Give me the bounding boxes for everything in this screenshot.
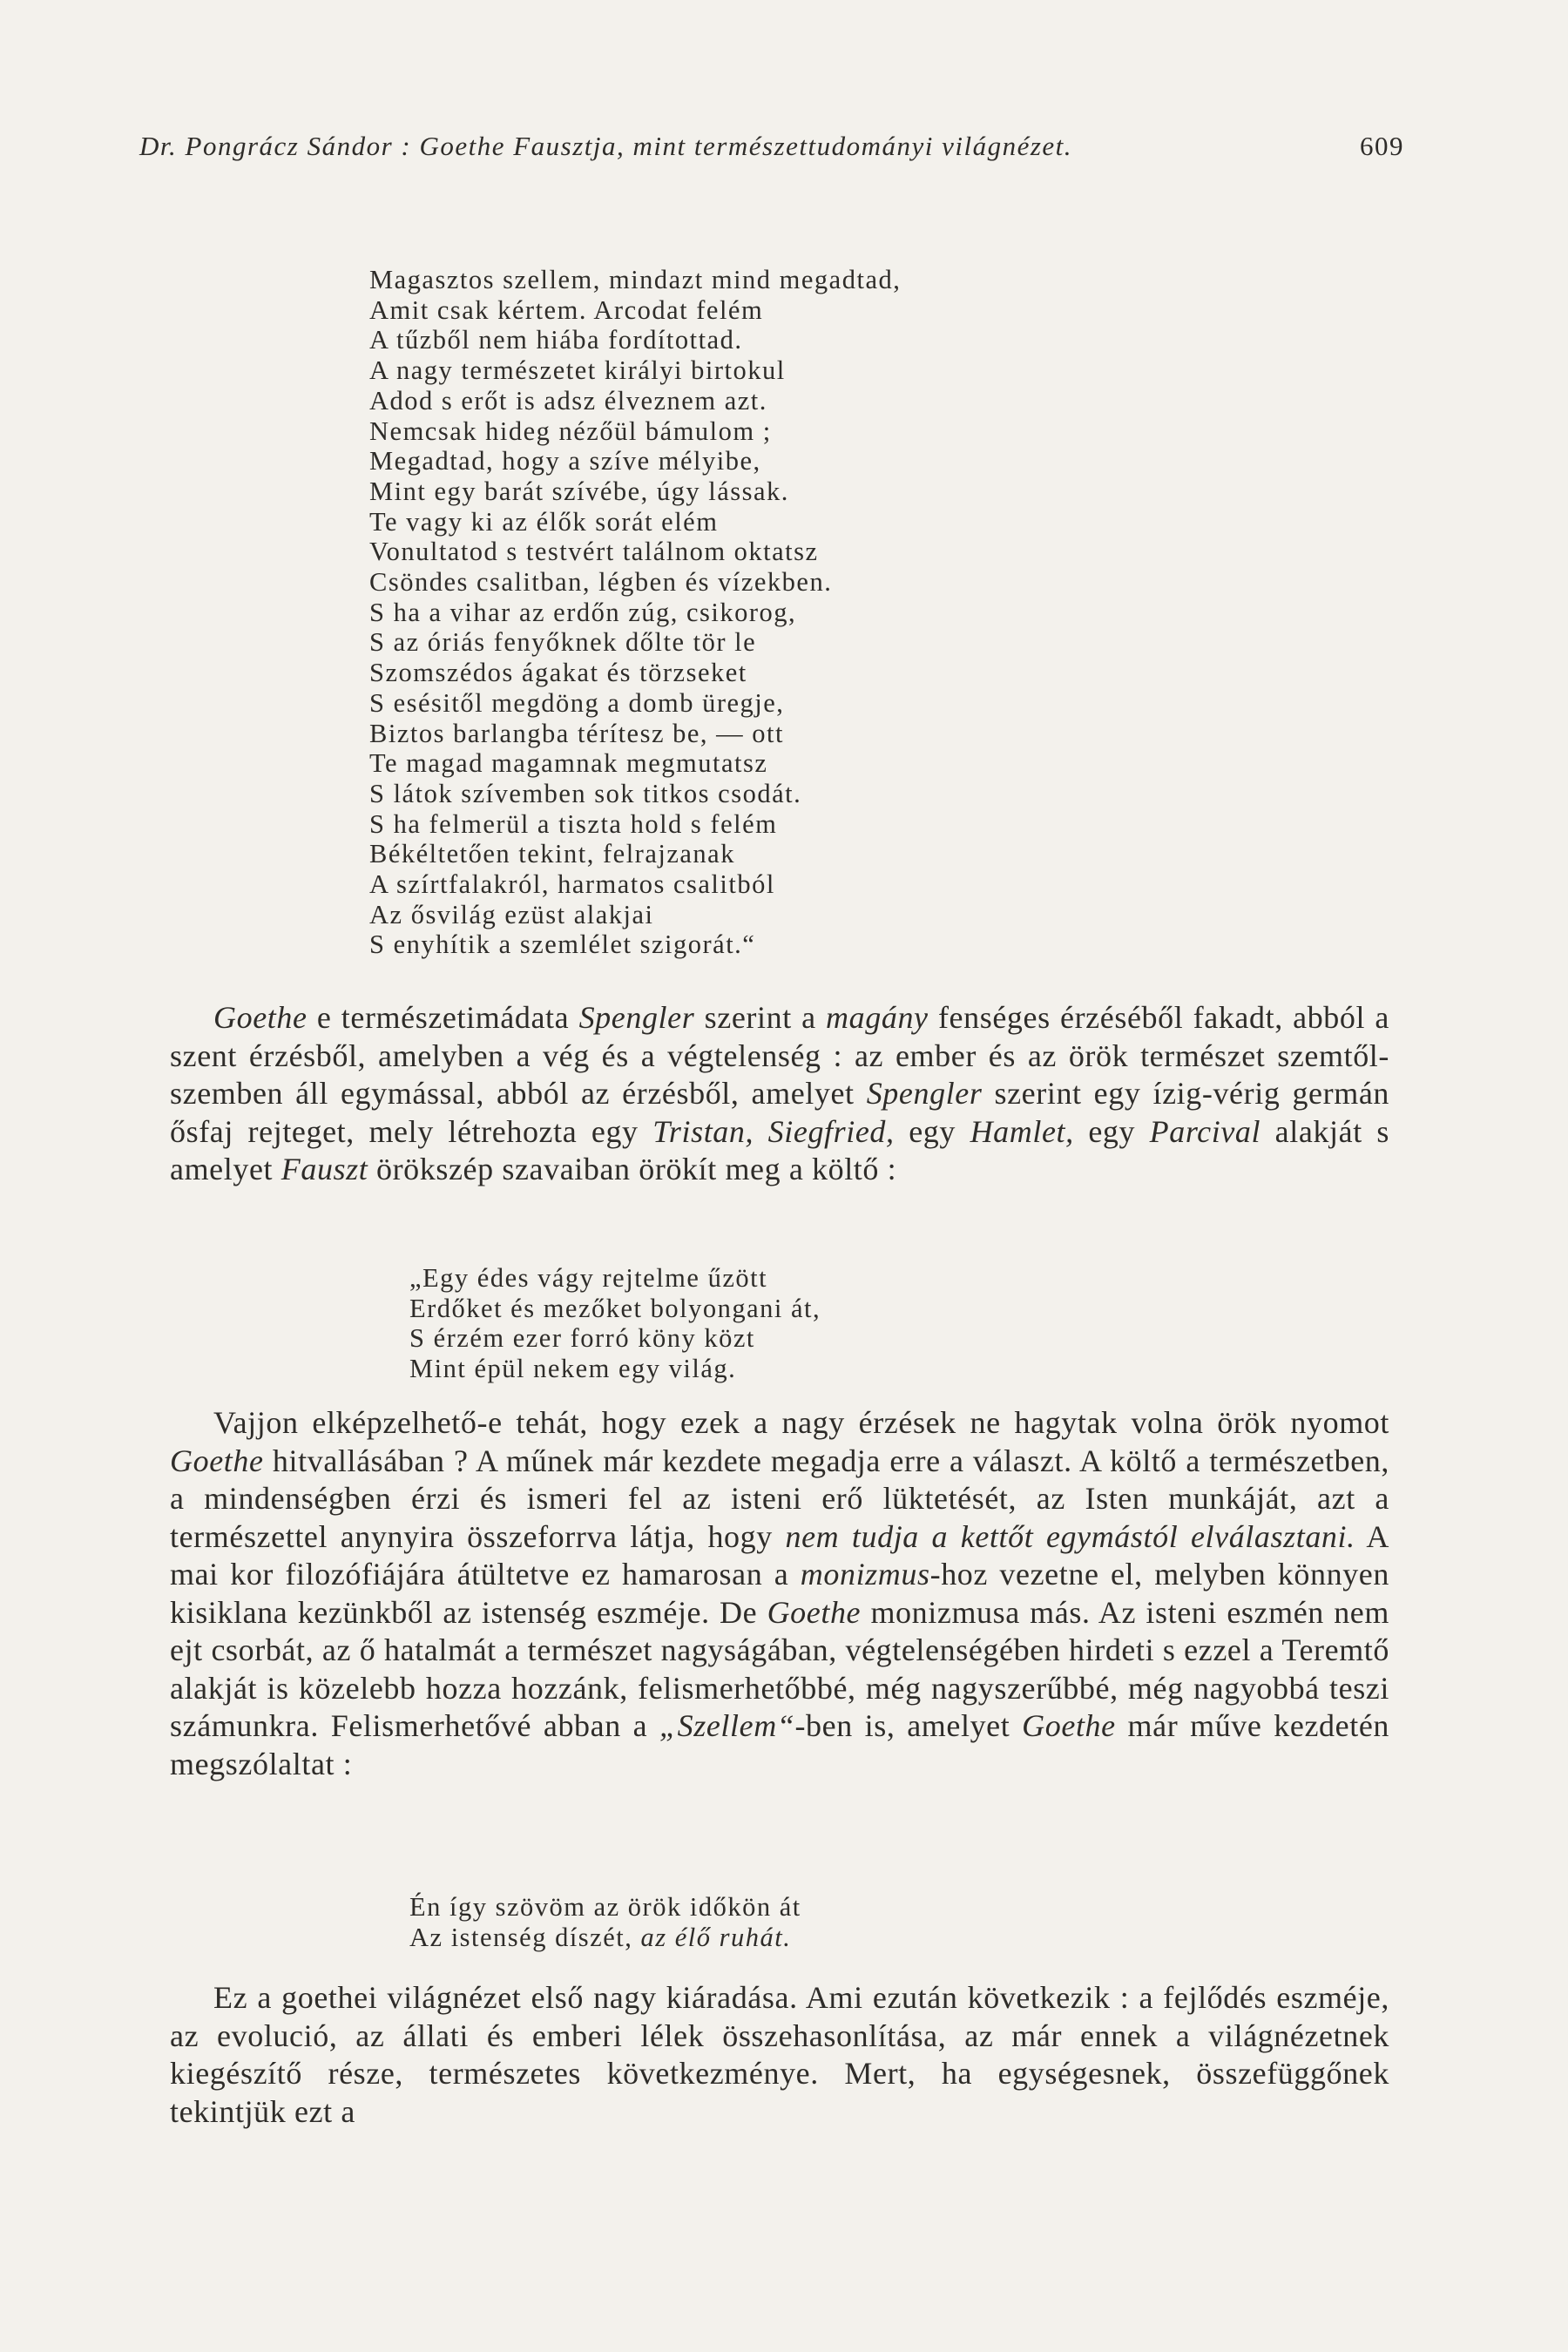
poem-line: „Egy édes vágy rejtelme űzött (409, 1263, 768, 1293)
poem-line: Te vagy ki az élők sorát elém (369, 506, 719, 537)
name-goethe: Goethe (1022, 1708, 1116, 1743)
name-goethe: Goethe (213, 1000, 308, 1035)
poem-line: Te magad magamnak megmutatsz (369, 748, 768, 779)
poem-line: S ha a vihar az erdőn zúg, csikorog, (369, 597, 797, 627)
text-run: alakját s amelyet (170, 1113, 1389, 1186)
paragraph-vilagnezet (170, 1979, 1389, 2131)
term-szellem: „Szellem“ (659, 1708, 795, 1743)
text-run: hitvallásában ? A műnek már kezdete megadja erre a választ. A költő a természetben, a mindenségben érzi és ismeri fel az isteni erő lüktetését, az Isten munkáját, azt a természettel anynyira összeforrva látja, hogy (170, 1443, 1389, 1554)
name-goethe: Goethe (170, 1443, 264, 1478)
running-head-title: Dr. Pongrácz Sándor : Goethe Fausztja, mint természettudományi világnézet. (139, 131, 1073, 161)
poem-line: A szírtfalakról, harmatos csalitból (369, 869, 775, 900)
poem-line: Vonultatod s testvért találnom oktatsz (369, 537, 819, 567)
poem-line: Megadtad, hogy a szíve mélyibe, (369, 446, 761, 476)
text-run: fenséges érzéséből fakadt, abból a szent érzésből, amelyben a vég és a végtelenség : az ember és az örök természet szemtől-szemben áll egymással, abból az érzésből, amelyet (170, 1000, 1389, 1111)
paragraph-text: Ez a goethei világnézet első nagy kiáradása. Ami ezután következik : a fejlődés eszméje, az evolució, az állati és emberi lélek összehasonlítása, az már ennek a világnézetnek kiegészítő része, természetes következménye. Mert, ha egységesnek, összefüggőnek tekintjük ezt a (170, 1980, 1389, 2129)
emphasis-magany: magány (826, 1000, 929, 1035)
poem-line: Csöndes csalitban, légben és vízekben. (369, 567, 833, 598)
poem-line: S ha felmerül a tiszta hold s felém (369, 808, 778, 839)
text-run: szerint a (694, 1000, 827, 1035)
name-goethe: Goethe (767, 1594, 862, 1630)
name-fauszt: Fauszt (280, 1152, 368, 1186)
text-run: már műve kezdetén megszólaltat : (170, 1708, 1389, 1781)
text-run: örökszép szavaiban örökít meg a költő : (368, 1152, 897, 1186)
text-run: -ben is, amelyet (794, 1708, 1023, 1743)
text-run: Az istenség díszét, (409, 1922, 641, 1952)
poem-line: Erdőket és mezőket bolyongani át, (409, 1293, 821, 1323)
poem-line: A tűzből nem hiába fordítottad. (369, 325, 743, 355)
poem-line (409, 1923, 801, 1953)
poem-line: Mint épül nekem egy világ. (409, 1353, 737, 1383)
poem-line: S látok szívemben sok titkos csodát. (369, 778, 802, 808)
emphasis-elo-ruhat: az élő ruhát. (640, 1922, 792, 1952)
paragraph-spengler (170, 999, 1389, 1189)
text-run: e természetimádata (307, 1000, 579, 1035)
poem-block-edes-vagy (409, 1263, 821, 1383)
text-run: monizmusa más. Az isteni eszmén nem ejt csorbát, az ő hatalmát a természet nagyságában, végtelenségében hirdeti s ezzel a Teremtő alakját is közelebb hozza hozzánk, felismerhetőbbé, még nagyszerűbbé, még nagyobbá teszi számunkra. Felismerhetővé abban a (170, 1594, 1389, 1743)
page-number: 609 (1360, 131, 1404, 161)
text-run: egy (894, 1113, 970, 1149)
text-run: egy (1073, 1113, 1150, 1149)
text-run: A mai kor filozófiájára átültetve ez hamarosan a (170, 1518, 1389, 1592)
poem-block-istenseg (409, 1892, 801, 1952)
text-run: -hoz vezetne el, melyben könnyen kisiklana kezünkből az istenség eszméje. De (170, 1557, 1389, 1630)
poem-line: Nemcsak hideg nézőül bámulom ; (369, 416, 772, 446)
paragraph-text (170, 999, 1389, 1189)
poem-line: Mint egy barát szívébe, úgy lássak. (369, 476, 789, 506)
text-run: Vajjon elképzelhető-e tehát, hogy ezek a nagy érzések ne hagytak volna örök nyomot (213, 1405, 1389, 1440)
paragraph-text (170, 1404, 1389, 1783)
poem-line: S az óriás fenyőknek dőlte tör le (369, 627, 757, 658)
poem-line: S érzém ezer forró köny közt (409, 1323, 755, 1353)
poem-line: Én így szövöm az örök időkön át (409, 1892, 801, 1922)
paragraph-monizmus (170, 1404, 1389, 1783)
name-tristan-siegfried: Tristan, Siegfried, (652, 1113, 895, 1149)
name-spengler: Spengler (866, 1076, 983, 1111)
poem-block-szellem (369, 265, 901, 960)
poem-line: Biztos barlangba térítesz be, — ott (369, 718, 784, 748)
poem-line: Szomszédos ágakat és törzseket (369, 658, 747, 688)
poem-line: Békéltetően tekint, felrajzanak (369, 839, 735, 869)
poem-line: Az ősvilág ezüst alakjai (369, 899, 654, 929)
running-head (139, 131, 1404, 162)
poem-line: S esésitől megdöng a domb üregje, (369, 687, 785, 718)
poem-line: Adod s erőt is adsz élveznem azt. (369, 385, 767, 416)
text-run: szerint egy ízig-vérig germán ősfaj rejteget, mely létrehozta egy (170, 1076, 1389, 1149)
name-hamlet: Hamlet, (970, 1113, 1074, 1149)
name-parcival: Parcival (1149, 1113, 1261, 1149)
poem-line: A nagy természetet királyi birtokul (369, 355, 786, 386)
poem-line: S enyhítik a szemlélet szigorát.“ (369, 929, 756, 960)
poem-line: Amit csak kértem. Arcodat felém (369, 294, 764, 325)
term-monizmus: monizmus (800, 1557, 930, 1592)
name-spengler: Spengler (578, 1000, 695, 1035)
emphasis-nem-tudja: nem tudja a kettőt egymástól elválasztani. (785, 1518, 1355, 1554)
poem-line: Magasztos szellem, mindazt mind megadtad, (369, 265, 902, 294)
